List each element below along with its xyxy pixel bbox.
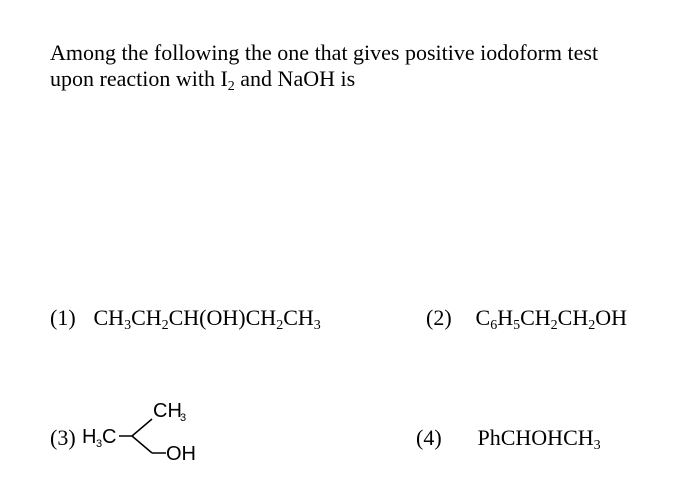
question-line-2: upon reaction with $I_2$ and NaOH is (50, 66, 356, 94)
question-text (50, 40, 648, 92)
option-3-number: (3) (50, 425, 76, 450)
option-1-formula: $CH_3CH_2CH(OH)CH_2CH_3$ (93, 305, 321, 333)
question-line-1: Among the following the one that gives positive iodoform test (50, 40, 599, 65)
struct-left-sub: 3 (96, 438, 103, 450)
option-3-structure (52, 392, 252, 472)
struct-left-c: C (102, 426, 117, 448)
struct-top-sub: 3 (180, 412, 187, 424)
option-4-formula: PhCHOHCH$_3$ (477, 425, 601, 453)
option-2-number: (2) (426, 305, 452, 330)
option-1-number: (1) (50, 305, 76, 330)
bond-lower (132, 436, 152, 453)
option-4-number: (4) (416, 425, 442, 450)
option-2 (426, 305, 627, 331)
bond-upper (132, 419, 152, 436)
option-4 (416, 425, 601, 451)
option-2-formula: $C_6H_5CH_2CH_2OH$ (475, 305, 627, 333)
struct-left-h: H (82, 426, 97, 448)
struct-bottom-oh: OH (166, 443, 196, 465)
option-1 (50, 305, 321, 331)
struct-top-ch: CH (153, 400, 182, 422)
